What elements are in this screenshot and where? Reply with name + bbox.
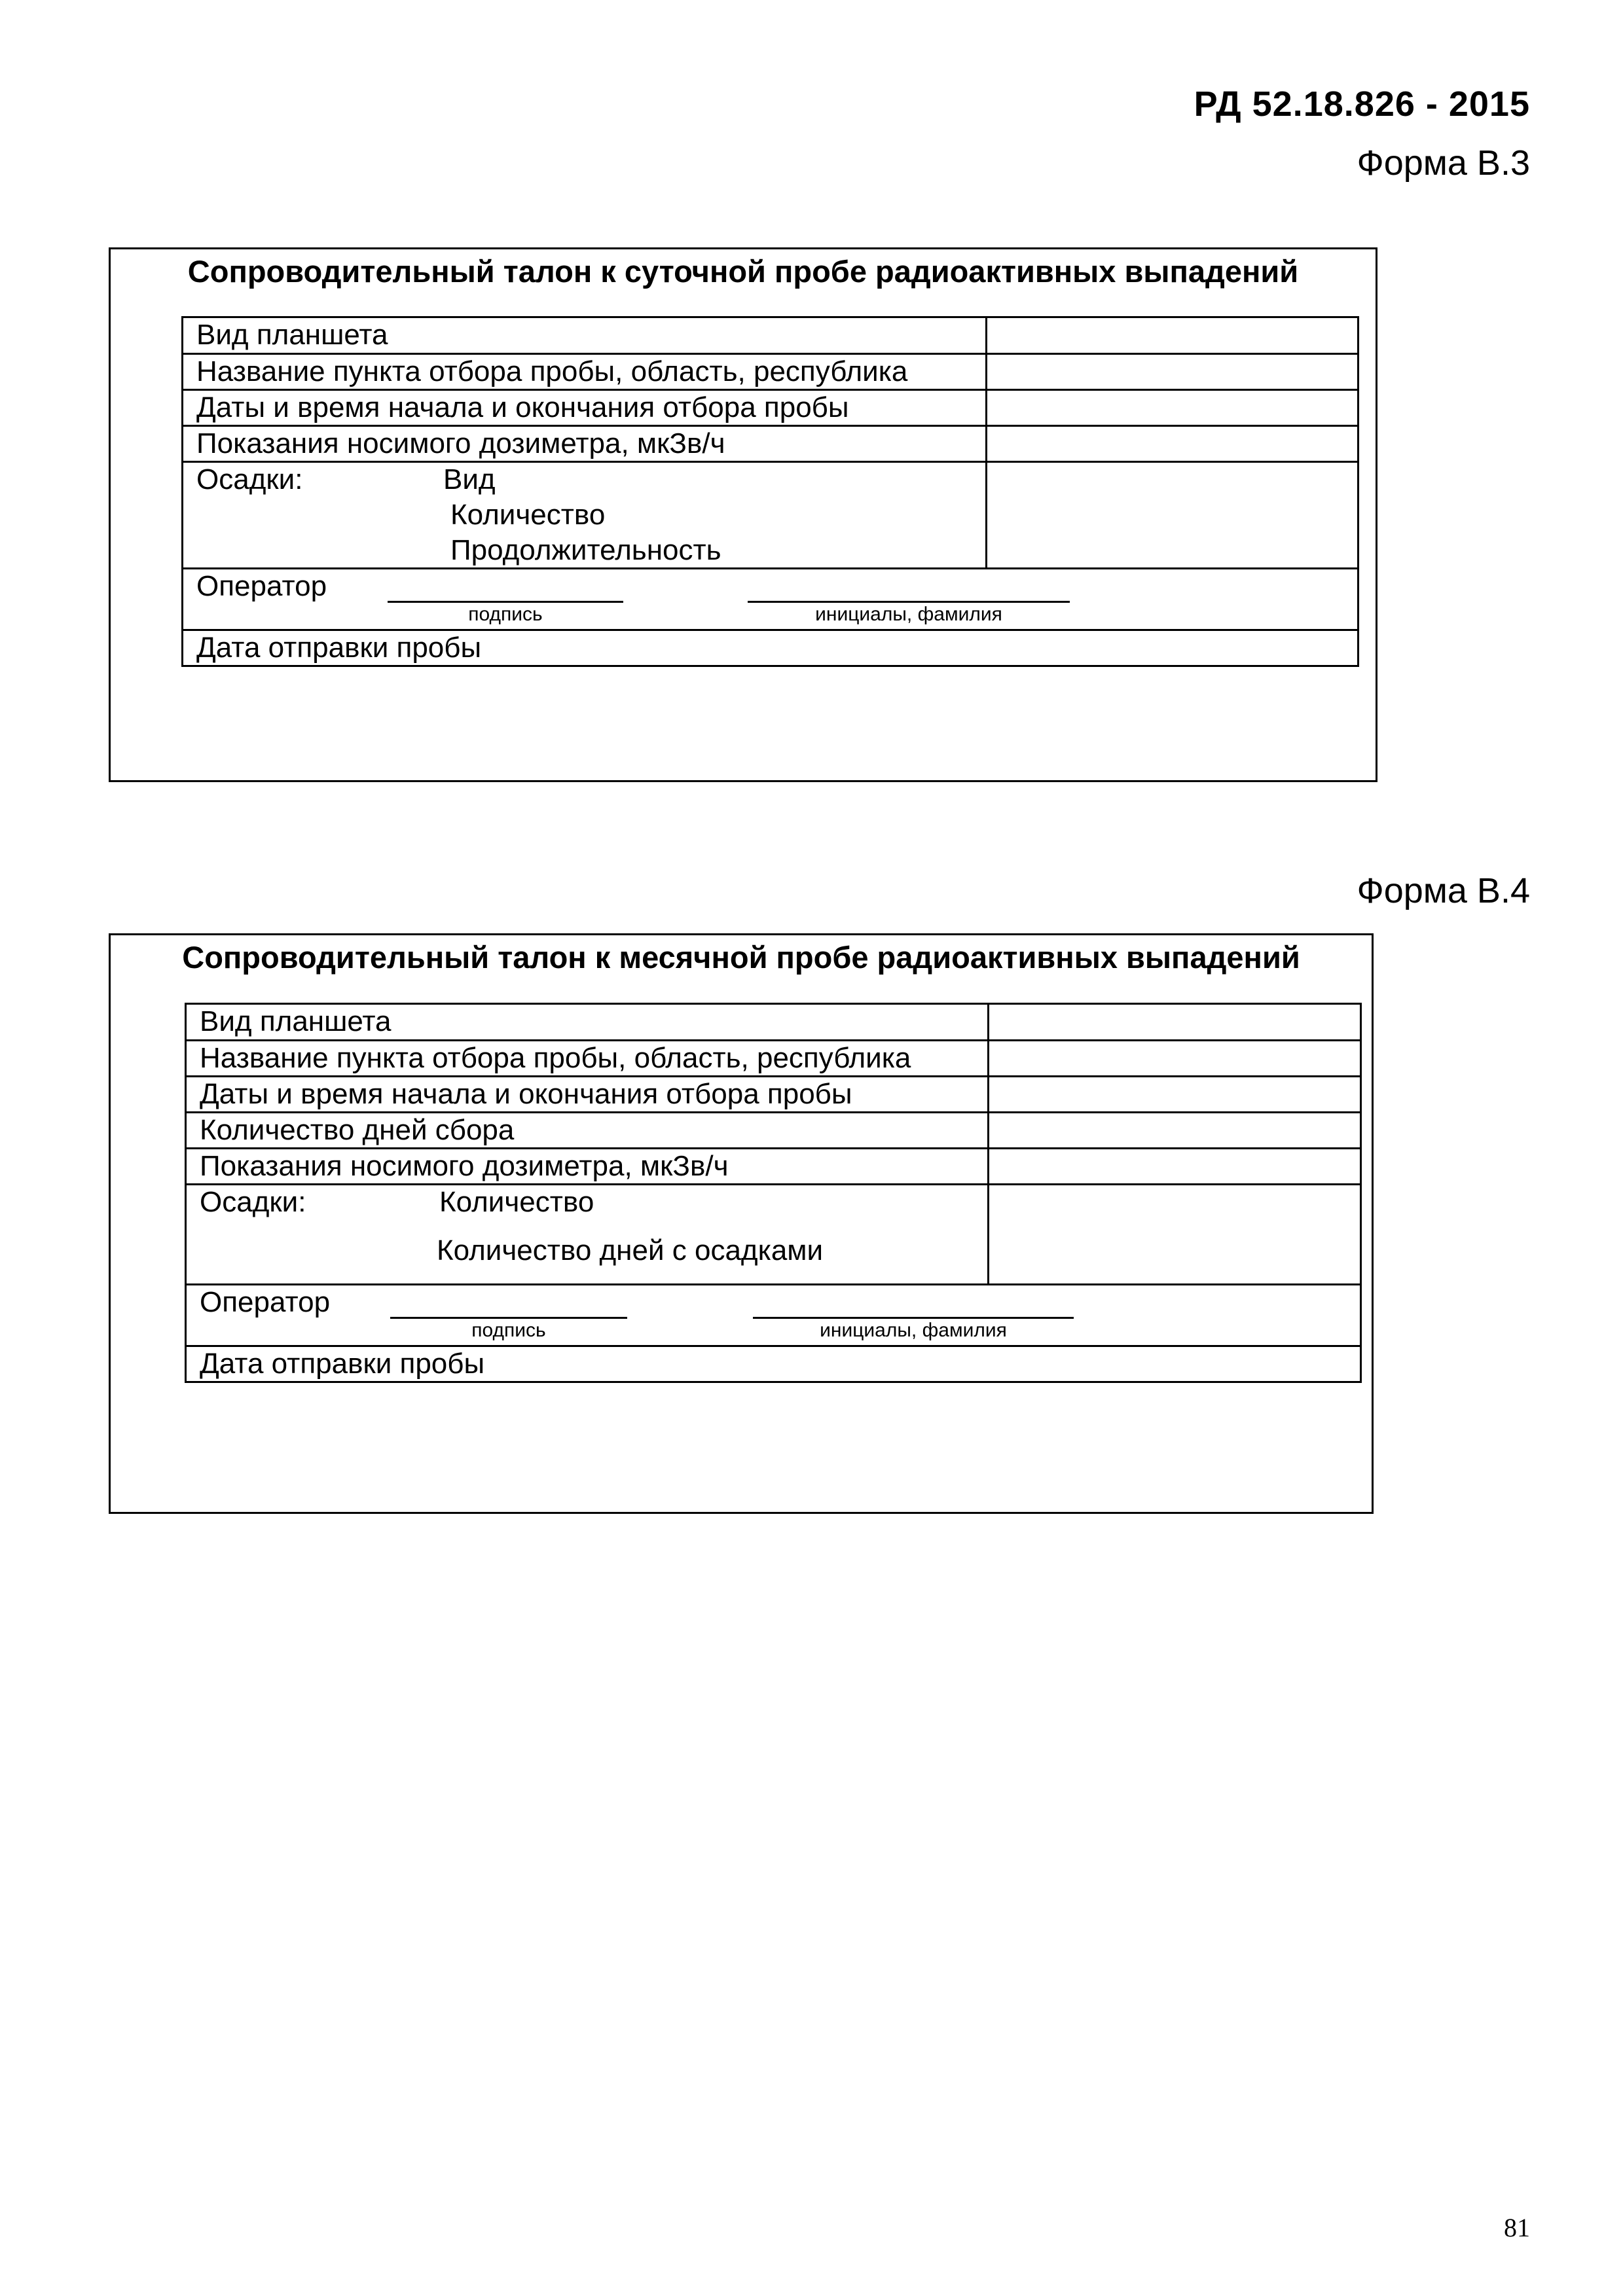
operator-cell	[183, 569, 1359, 630]
table-row	[183, 354, 1359, 390]
table-row	[186, 1149, 1361, 1185]
precip-item: Количество	[439, 1186, 594, 1218]
document-code: РД 52.18.826 - 2015	[1194, 84, 1530, 124]
row-label: Даты и время начала и окончания отбора пробы	[183, 390, 987, 426]
signature-line[interactable]	[390, 1317, 627, 1319]
row-label: Показания носимого дозиметра, мкЗв/ч	[186, 1149, 989, 1185]
value-cell[interactable]	[989, 1004, 1361, 1041]
form-b3-frame	[109, 247, 1377, 782]
send-date-label[interactable]: Дата отправки пробы	[183, 630, 1359, 666]
page-number: 81	[1504, 2213, 1530, 2242]
operator-label: Оператор	[200, 1286, 331, 1318]
signature-caption: подпись	[471, 1319, 546, 1341]
precipitation-label: Осадки:	[200, 1186, 306, 1218]
value-cell[interactable]	[987, 426, 1359, 462]
form-b3-table	[181, 316, 1359, 667]
precip-item: Количество дней с осадками	[437, 1234, 824, 1266]
operator-row	[183, 569, 1359, 630]
value-cell[interactable]	[987, 317, 1359, 354]
operator-row	[186, 1285, 1361, 1346]
operator-label: Оператор	[196, 570, 327, 602]
precipitation-cell	[186, 1185, 989, 1285]
form-b3-title: Сопроводительный талон к суточной пробе радиоактивных выпадений	[187, 254, 1299, 289]
precip-item: Вид	[443, 463, 496, 495]
precipitation-row	[183, 462, 1359, 569]
name-line[interactable]	[748, 601, 1070, 603]
table-row	[186, 1113, 1361, 1149]
table-row	[186, 1004, 1361, 1041]
precip-item: Продолжительность	[450, 534, 721, 566]
form-b4-label: Форма В.4	[1357, 871, 1530, 910]
value-cell[interactable]	[989, 1113, 1361, 1149]
send-date-label[interactable]: Дата отправки пробы	[186, 1346, 1361, 1382]
form-b3-label: Форма В.3	[1357, 143, 1530, 183]
row-label: Название пункта отбора пробы, область, республика	[186, 1041, 989, 1077]
table-row	[186, 1077, 1361, 1113]
row-label: Название пункта отбора пробы, область, республика	[183, 354, 987, 390]
send-date-row	[183, 630, 1359, 666]
value-cell[interactable]	[987, 390, 1359, 426]
table-row	[183, 317, 1359, 354]
value-cell[interactable]	[989, 1077, 1361, 1113]
precip-item: Количество	[450, 499, 606, 531]
value-cell[interactable]	[987, 462, 1359, 569]
row-label: Даты и время начала и окончания отбора пробы	[186, 1077, 989, 1113]
value-cell[interactable]	[987, 354, 1359, 390]
table-row	[186, 1041, 1361, 1077]
signature-line[interactable]	[388, 601, 623, 603]
name-caption: инициалы, фамилия	[815, 603, 1002, 625]
form-b4-frame	[109, 933, 1374, 1514]
row-label: Вид планшета	[186, 1004, 989, 1041]
name-line[interactable]	[753, 1317, 1074, 1319]
precipitation-cell	[183, 462, 987, 569]
row-label: Показания носимого дозиметра, мкЗв/ч	[183, 426, 987, 462]
table-row	[183, 426, 1359, 462]
row-label: Количество дней сбора	[186, 1113, 989, 1149]
table-row	[183, 390, 1359, 426]
operator-cell	[186, 1285, 1361, 1346]
name-caption: инициалы, фамилия	[820, 1319, 1007, 1341]
row-label: Вид планшета	[183, 317, 987, 354]
precipitation-label: Осадки:	[196, 463, 303, 495]
form-b4-title: Сопроводительный талон к месячной пробе радиоактивных выпадений	[182, 940, 1300, 975]
value-cell[interactable]	[989, 1041, 1361, 1077]
value-cell[interactable]	[989, 1185, 1361, 1285]
precipitation-row	[186, 1185, 1361, 1285]
form-b4-table	[185, 1003, 1362, 1383]
signature-caption: подпись	[468, 603, 543, 625]
send-date-row	[186, 1346, 1361, 1382]
value-cell[interactable]	[989, 1149, 1361, 1185]
